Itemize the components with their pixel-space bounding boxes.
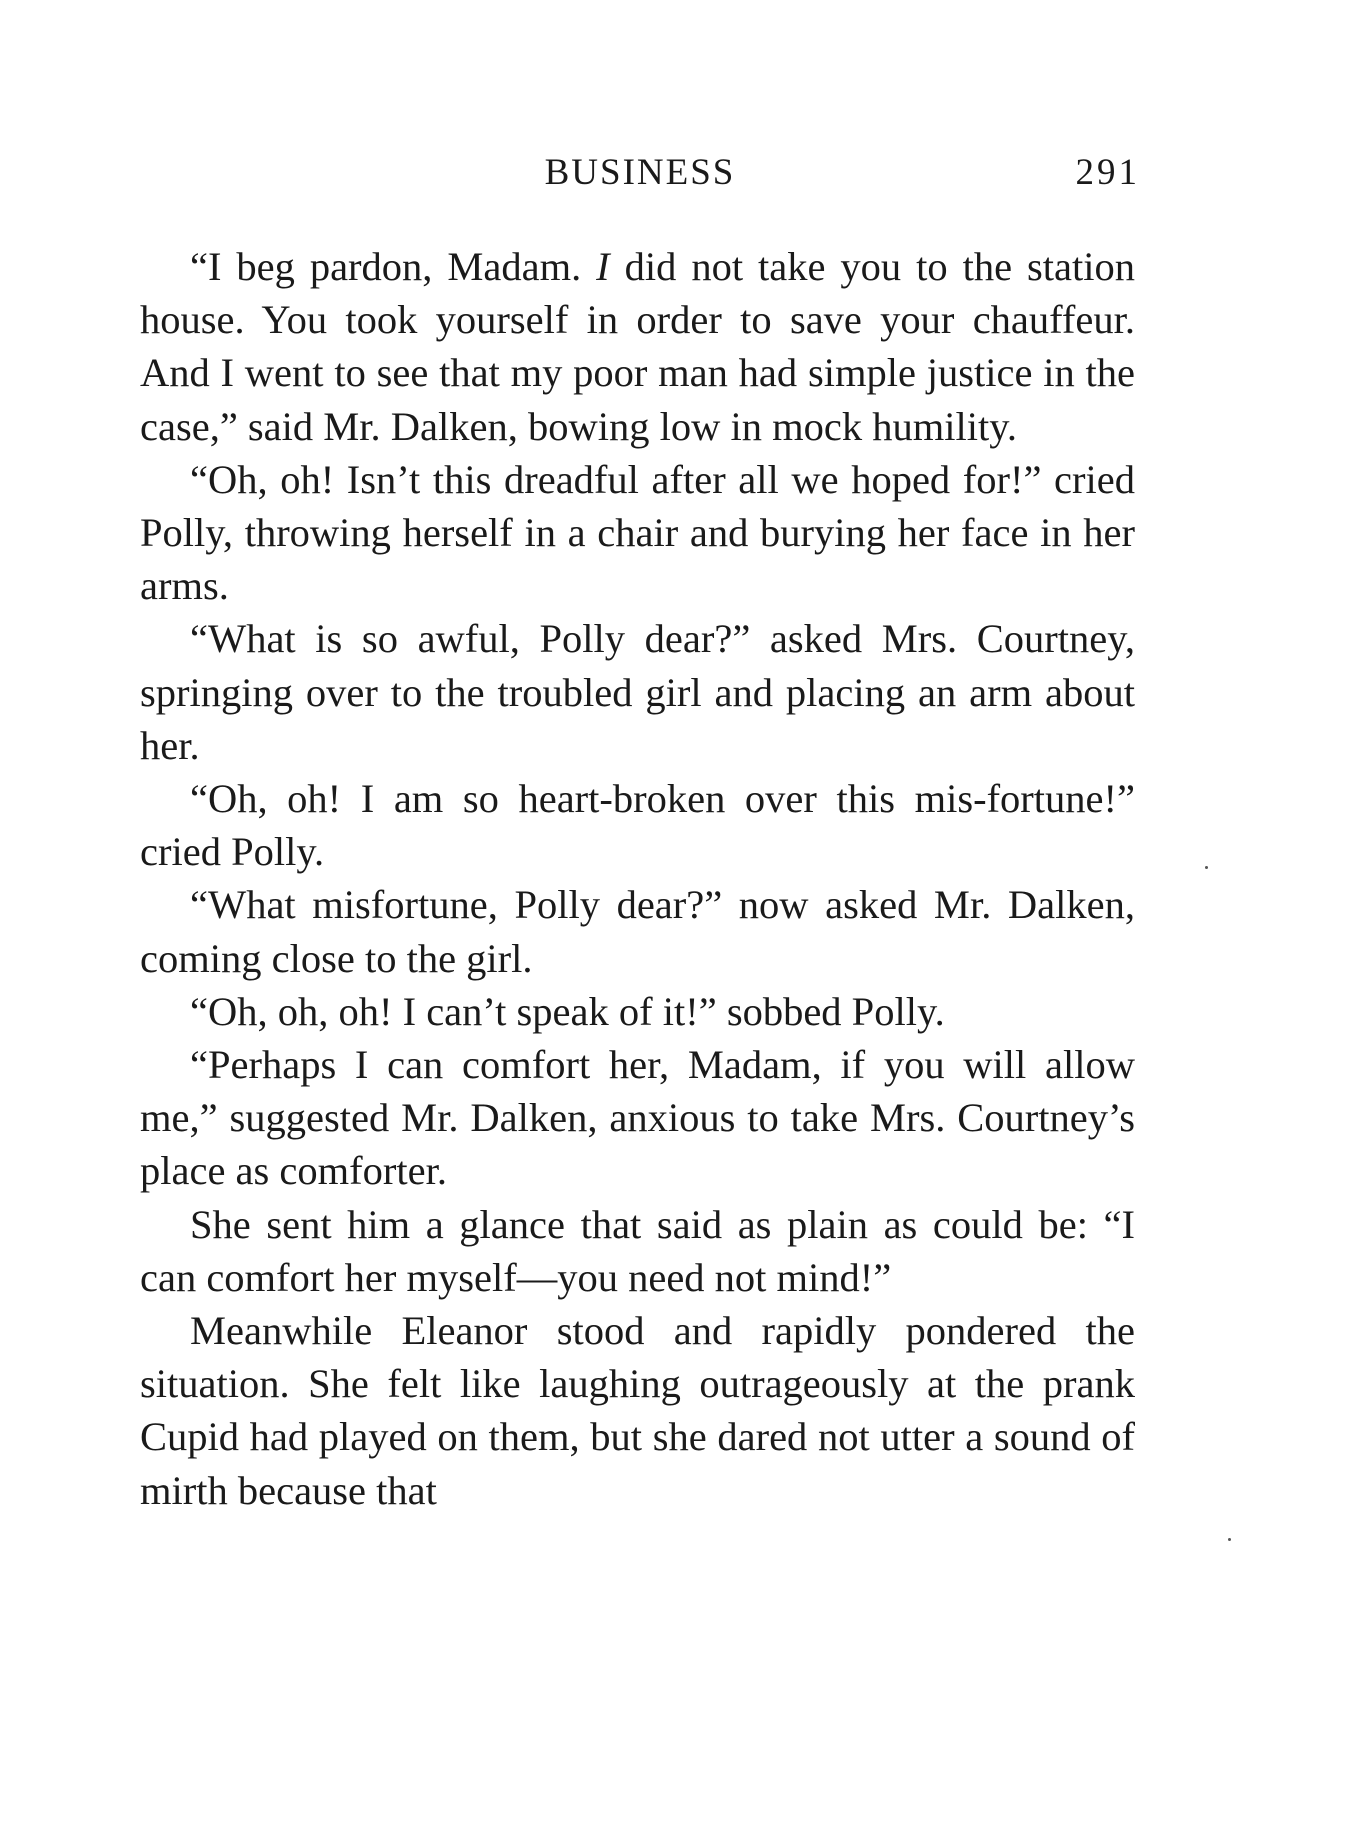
- paragraph-text: did not take you to the station house. You took yourself in order to save your chauffeur. And I went to see that my poor man had simple justice in the case,” said Mr. Dalken, bowing low in mock humility.: [140, 244, 1135, 449]
- paragraph: “Oh, oh! Isn’t this dreadful after all we hoped for!” cried Polly, throwing herself in a chair and burying her face in her arms.: [140, 456, 1135, 609]
- paragraph: “What is so awful, Polly dear?” asked Mrs. Courtney, springing over to the troubled girl and placing an arm about her.: [140, 616, 1135, 768]
- page-number: 291: [1075, 152, 1140, 193]
- running-head: [140, 148, 1140, 198]
- paragraph: She sent him a glance that said as plain as could be: “I can comfort her myself—you need not mind!”: [140, 1201, 1135, 1300]
- paragraph: “What misfortune, Polly dear?” now asked Mr. Dalken, coming close to the girl.: [140, 882, 1135, 981]
- paragraph: “Oh, oh! I am so heart-broken over this mis-fortune!” cried Polly.: [140, 776, 1135, 875]
- body-text: [140, 240, 1135, 1517]
- paragraph: [140, 240, 1135, 453]
- paragraph-text: “I beg pardon, Madam.: [190, 244, 597, 289]
- paragraph: Meanwhile Eleanor stood and rapidly pondered the situation. She felt like laughing outrageously at the prank Cupid had played on them, but she dared not utter a sound of mirth because that: [140, 1308, 1135, 1513]
- paragraph: “Perhaps I can comfort her, Madam, if you will allow me,” suggested Mr. Dalken, anxious to take Mrs. Courtney’s place as comforter.: [140, 1042, 1135, 1194]
- scan-speck: [1228, 1538, 1231, 1541]
- emphasized-word: I: [596, 244, 610, 289]
- scan-speck: [1205, 866, 1208, 869]
- paragraph: “Oh, oh, oh! I can’t speak of it!” sobbed Polly.: [190, 988, 945, 1034]
- running-title: BUSINESS: [544, 152, 736, 193]
